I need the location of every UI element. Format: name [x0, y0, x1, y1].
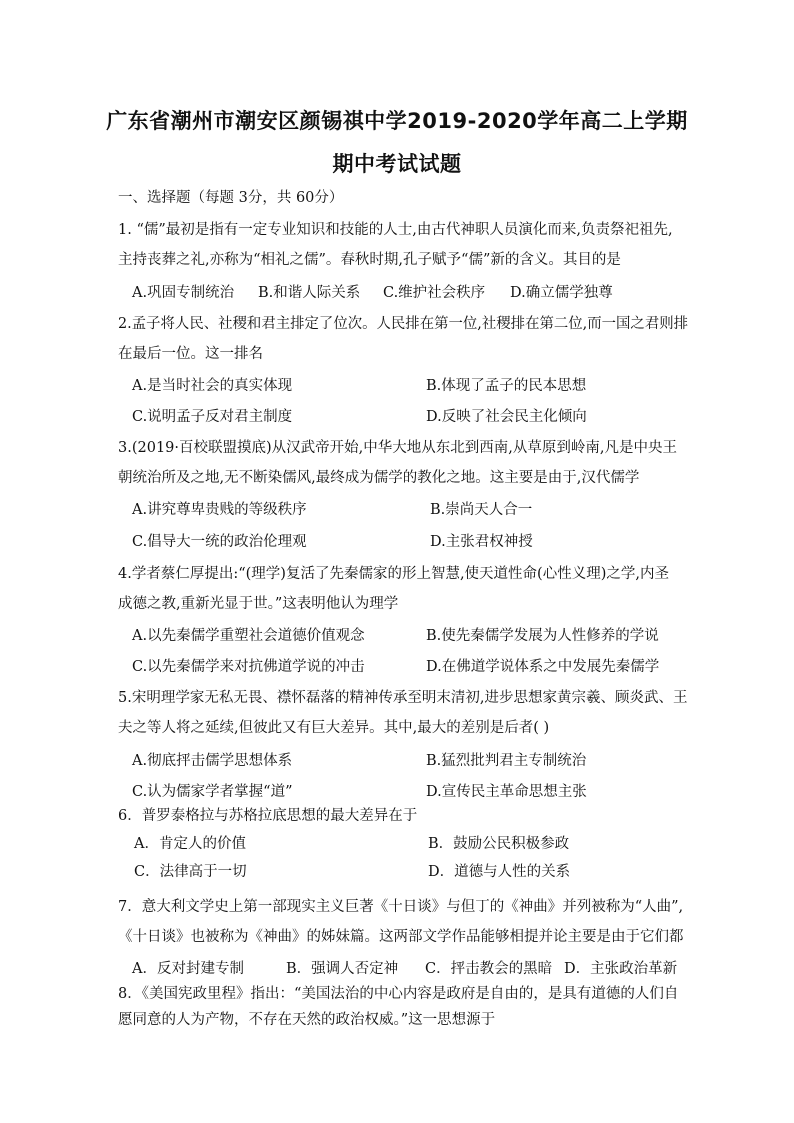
- question-6-option-a: A．肯定人的价值: [134, 836, 246, 852]
- question-1-option-b: B.和谐人际关系: [258, 285, 361, 301]
- question-2-line-1: 2.孟子将人民、社稷和君主排定了位次。人民排在第一位,社稷排在第二位,而一国之君则排: [118, 316, 689, 332]
- question-7-option-b: B．强调人否定神: [286, 961, 399, 977]
- question-2-option-d: D.反映了社会民主化倾向: [426, 409, 587, 425]
- question-4-option-b: B.使先秦儒学发展为人性修养的学说: [426, 628, 659, 644]
- question-7-option-a: A．反对封建专制: [132, 961, 244, 977]
- question-2-option-a: A.是当时社会的真实体现: [132, 378, 293, 394]
- question-4-line-2: 成德之教,重新光显于世。”这表明他认为理学: [118, 596, 399, 612]
- question-5-line-1: 5.宋明理学家无私无畏、襟怀磊落的精神传承至明末清初,进步思想家黄宗羲、顾炎武、王: [118, 690, 688, 706]
- question-6-option-b: B．鼓励公民积极参政: [428, 836, 570, 852]
- question-7-option-d: D．主张政治革新: [564, 961, 678, 977]
- question-5-option-a: A.彻底抨击儒学思想体系: [132, 753, 293, 769]
- question-1-option-c: C.维护社会秩序: [383, 285, 486, 301]
- question-1-option-d: D.确立儒学独尊: [510, 285, 613, 301]
- page-title: 广东省潮州市潮安区颜锡祺中学2019-2020学年高二上学期: [106, 109, 688, 133]
- question-3-option-d: D.主张君权神授: [430, 534, 533, 550]
- question-5-option-c: C.认为儒家学者掌握“道”: [132, 784, 293, 800]
- question-4-option-c: C.以先秦儒学来对抗佛道学说的冲击: [132, 659, 365, 675]
- question-4-option-d: D.在佛道学说体系之中发展先秦儒学: [426, 659, 660, 675]
- question-2-line-2: 在最后一位。这一排名: [118, 346, 263, 362]
- question-5-option-d: D.宣传民主革命思想主张: [426, 784, 587, 800]
- question-5-option-b: B.猛烈批判君主专制统治: [426, 753, 587, 769]
- question-3-option-a: A.讲究尊卑贵贱的等级秩序: [132, 502, 307, 518]
- question-8-line-1: 8．《美国宪政里程》指出：“美国法治的中心内容是政府是自由的，是具有道德的人们自: [118, 986, 679, 1002]
- question-6-line-1: 6．普罗泰格拉与苏格拉底思想的最大差异在于: [118, 808, 418, 824]
- section-heading: 一、选择题（每题 3分，共 60分）: [118, 190, 344, 206]
- question-7-line-1: 7．意大利文学史上第一部现实主义巨著《十日谈》与但丁的《神曲》并列被称为“人曲”,: [118, 899, 684, 915]
- question-3-option-b: B.崇尚天人合一: [430, 502, 533, 518]
- question-7-option-c: C．抨击教会的黑暗: [425, 961, 553, 977]
- question-8-line-2: 愿同意的人为产物，不存在天然的政治权威。”这一思想源于: [118, 1012, 496, 1028]
- question-3-line-1: 3.(2019·百校联盟摸底)从汉武帝开始,中华大地从东北到西南,从草原到岭南,凡是中央王: [118, 440, 677, 456]
- question-1-line-1: 1. “儒”最初是指有一定专业知识和技能的人士,由古代神职人员演化而来,负责祭祀祖先,: [118, 222, 673, 238]
- question-6-option-d: D．道德与人性的关系: [428, 864, 571, 880]
- question-1-line-2: 主持丧葬之礼,亦称为“相礼之儒”。春秋时期,孔子赋予“儒”新的含义。其目的是: [118, 252, 621, 268]
- question-4-option-a: A.以先秦儒学重塑社会道德价值观念: [132, 628, 365, 644]
- question-3-line-2: 朝统治所及之地,无不断染儒风,最终成为儒学的教化之地。这主要是由于,汉代儒学: [118, 470, 640, 486]
- question-4-line-1: 4.学者蔡仁厚提出:“(理学)复活了先秦儒家的形上智慧,使天道性命(心性义理)之学,内圣: [118, 566, 669, 582]
- question-3-option-c: C.倡导大一统的政治伦理观: [132, 534, 307, 550]
- page-subtitle: 期中考试试题: [332, 152, 462, 176]
- question-2-option-c: C.说明孟子反对君主制度: [132, 409, 293, 425]
- question-1-option-a: A.巩固专制统治: [132, 285, 235, 301]
- question-6-option-c: C．法律高于一切: [134, 864, 247, 880]
- question-2-option-b: B.体现了孟子的民本思想: [426, 378, 587, 394]
- question-7-line-2: 《十日谈》也被称为《神曲》的姊妹篇。这两部文学作品能够相提并论主要是由于它们都: [118, 929, 684, 945]
- question-5-line-2: 夫之等人将之延续,但彼此又有巨大差异。其中,最大的差别是后者( ): [118, 720, 550, 736]
